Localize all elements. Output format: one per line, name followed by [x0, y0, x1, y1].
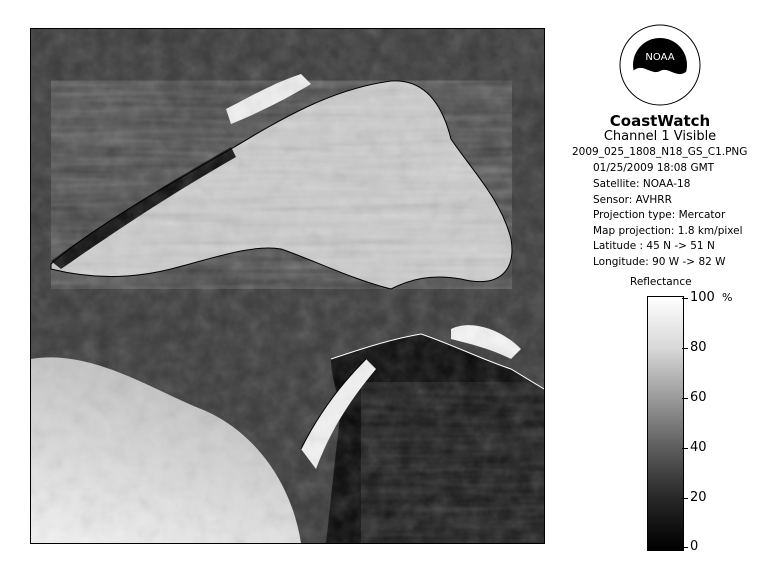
colorbar-tick-label: 80	[690, 340, 707, 355]
colorbar-tick	[682, 298, 688, 299]
logo-center-text: NOAA	[645, 52, 675, 63]
reflectance-colorbar	[647, 296, 684, 551]
noaa-logo	[619, 24, 701, 106]
colorbar-tick-label: 60	[690, 390, 707, 405]
channel-label: Channel 1 Visible	[603, 129, 717, 144]
longitude-label: Longitude: 90 W -> 82 W	[593, 256, 726, 268]
colorbar-tick	[682, 348, 688, 349]
colorbar-tick	[682, 398, 688, 399]
colorbar-tick-label: 20	[690, 490, 707, 505]
texture-overlay	[31, 29, 544, 543]
filename-label: 2009_025_1808_N18_GS_C1.PNG	[572, 146, 748, 158]
satellite-scene	[31, 29, 544, 543]
colorbar-unit: %	[722, 291, 733, 304]
projection-type-label: Projection type: Mercator	[593, 209, 726, 221]
colorbar-tick	[682, 448, 688, 449]
colorbar-title: Reflectance	[630, 276, 692, 288]
latitude-label: Latitude : 45 N -> 51 N	[593, 240, 715, 252]
colorbar-tick-label: 100	[690, 290, 715, 305]
product-title: CoastWatch	[609, 112, 711, 130]
map-projection-label: Map projection: 1.8 km/pixel	[593, 225, 743, 237]
colorbar-tick	[682, 498, 688, 499]
sensor-label: Sensor: AVHRR	[593, 194, 672, 206]
satellite-label: Satellite: NOAA-18	[593, 178, 691, 190]
colorbar-tick-label: 0	[690, 539, 699, 554]
satellite-image	[30, 28, 545, 544]
colorbar-tick-label: 40	[690, 440, 707, 455]
colorbar-tick	[682, 547, 688, 548]
datetime-label: 01/25/2009 18:08 GMT	[593, 162, 715, 174]
